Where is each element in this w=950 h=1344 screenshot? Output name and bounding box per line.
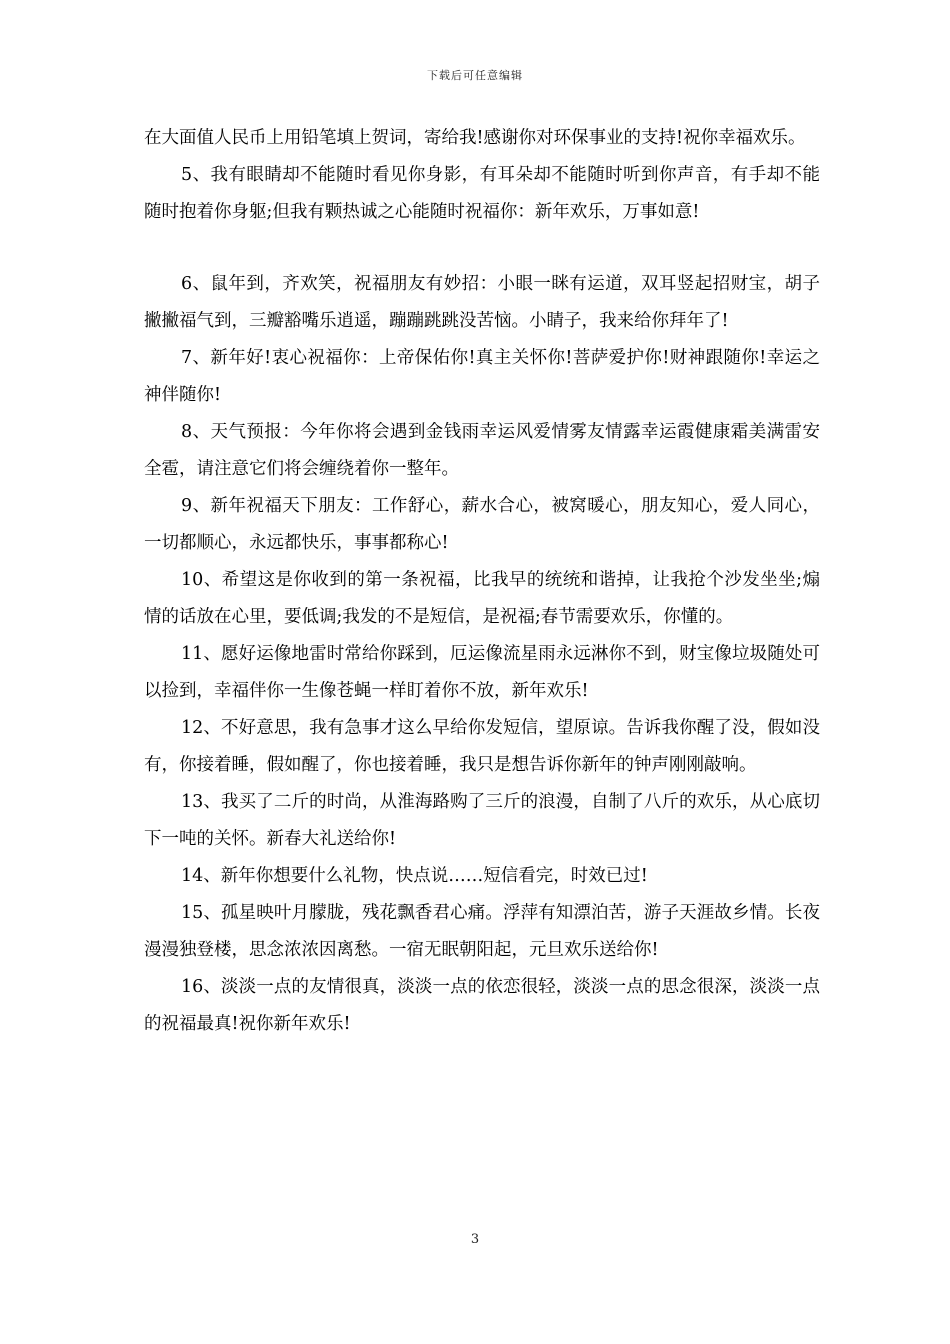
- paragraph-item-12: 12、不好意思，我有急事才这么早给你发短信，望原谅。告诉我你醒了没，假如没有，你接着睡，假如醒了，你也接着睡，我只是想告诉你新年的钟声刚刚敲响。: [144, 718, 820, 775]
- paragraph-continuation: 在大面值人民币上用铅笔填上贺词，寄给我!感谢你对环保事业的支持!祝你幸福欢乐。: [144, 128, 806, 148]
- document-body: [144, 120, 820, 1043]
- paragraph-item-7: 7、新年好!衷心祝福你：上帝保佑你!真主关怀你!菩萨爱护你!财神跟随你!幸运之神伴随你!: [144, 348, 820, 405]
- paragraph-item-9: 9、新年祝福天下朋友：工作舒心，薪水合心，被窝暖心，朋友知心，爱人同心，一切都顺心，永远都快乐，事事都称心!: [144, 496, 820, 553]
- page-header: 下载后可任意编辑: [427, 69, 523, 82]
- paragraph-item-5: 5、我有眼睛却不能随时看见你身影，有耳朵却不能随时听到你声音，有手却不能随时抱着你身躯;但我有颗热诚之心能随时祝福你：新年欢乐，万事如意!: [144, 165, 820, 222]
- page-number: 3: [470, 1232, 480, 1247]
- paragraph-item-16: 16、淡淡一点的友情很真，淡淡一点的依恋很轻，淡淡一点的思念很深，淡淡一点的祝福最真!祝你新年欢乐!: [144, 977, 820, 1034]
- paragraph-item-14: 14、新年你想要什么礼物，快点说……短信看完，时效已过!: [181, 866, 648, 886]
- paragraph-item-6: 6、鼠年到，齐欢笑，祝福朋友有妙招：小眼一眯有运道，双耳竖起招财宝，胡子撇撇福气到，三瓣豁嘴乐逍遥，蹦蹦跳跳没苦恼。小睛子，我来给你拜年了!: [144, 274, 820, 331]
- paragraph-item-8: 8、天气预报：今年你将会遇到金钱雨幸运风爱情雾友情露幸运霞健康霜美满雷安全雹，请注意它们将会缠绕着你一整年。: [144, 422, 820, 479]
- paragraph-item-13: 13、我买了二斤的时尚，从淮海路购了三斤的浪漫，自制了八斤的欢乐，从心底切下一吨的关怀。新春大礼送给你!: [144, 792, 820, 849]
- paragraph-item-11: 11、愿好运像地雷时常给你踩到，厄运像流星雨永远淋你不到，财宝像垃圾随处可以捡到，幸福伴你一生像苍蝇一样盯着你不放，新年欢乐!: [144, 644, 820, 701]
- paragraph-item-15: 15、孤星映叶月朦胧，残花飘香君心痛。浮萍有知漂泊苦，游子天涯故乡情。长夜漫漫独登楼，思念浓浓因离愁。一宿无眠朝阳起，元旦欢乐送给你!: [144, 903, 820, 960]
- paragraph-item-10: 10、希望这是你收到的第一条祝福，比我早的统统和谐掉，让我抢个沙发坐坐;煽情的话放在心里，要低调;我发的不是短信，是祝福;春节需要欢乐，你懂的。: [144, 570, 820, 627]
